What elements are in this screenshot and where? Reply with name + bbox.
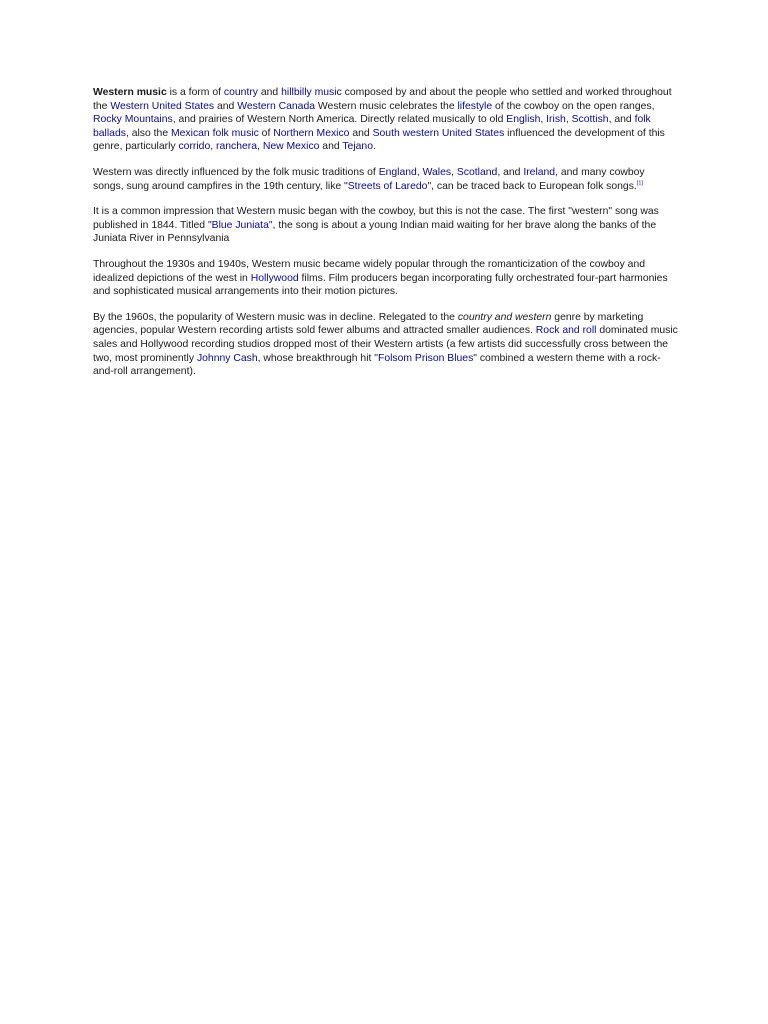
text: influenced the development of this genre, particularly bbox=[93, 127, 665, 153]
link-western-canada[interactable]: Western Canada bbox=[237, 100, 316, 112]
text: of bbox=[258, 127, 274, 139]
text: , bbox=[210, 141, 217, 153]
text: , whose breakthrough hit " bbox=[257, 352, 378, 364]
text: of the cowboy on the open ranges, bbox=[492, 100, 655, 112]
link-folsom-prison-blues[interactable]: Folsom Prison Blues bbox=[377, 352, 474, 364]
text: , bbox=[451, 166, 457, 178]
link-tejano[interactable]: Tejano bbox=[342, 141, 373, 153]
link-new-mexico[interactable]: New Mexico bbox=[262, 141, 320, 153]
text: , and bbox=[497, 166, 524, 178]
link-wales[interactable]: Wales bbox=[422, 166, 452, 178]
link-streets-of-laredo[interactable]: Streets of Laredo bbox=[347, 180, 428, 192]
text: and bbox=[257, 87, 282, 98]
italic-term: country and western bbox=[457, 311, 552, 323]
text: , bbox=[416, 166, 423, 178]
paragraph-decline bbox=[93, 311, 678, 379]
text: , and bbox=[608, 114, 635, 126]
link-rock-and-roll[interactable]: Rock and roll bbox=[535, 325, 597, 337]
text: , and prairies of Western North America. Directly related musically to old bbox=[172, 114, 507, 126]
text: films. Film producers began incorporating fully orchestrated four-part harmonies and sophisticated musical arrangements into their motion pictures. bbox=[93, 272, 668, 298]
link-western-united-states[interactable]: Western United States bbox=[110, 100, 215, 112]
text: Western music celebrates the bbox=[315, 100, 458, 112]
link-mexican-folk-music[interactable]: Mexican folk music bbox=[171, 127, 259, 139]
link-blue-juniata[interactable]: Blue Juniata bbox=[211, 219, 269, 231]
text: , also the bbox=[125, 127, 171, 139]
text: , bbox=[540, 114, 547, 126]
text: and bbox=[319, 141, 343, 153]
text: and bbox=[349, 127, 373, 139]
paragraph-intro bbox=[93, 86, 678, 154]
link-england[interactable]: England bbox=[378, 166, 417, 178]
link-rocky-mountains[interactable]: Rocky Mountains bbox=[93, 114, 173, 126]
text: , bbox=[565, 114, 572, 126]
text: . bbox=[372, 141, 376, 153]
text: ", can be traced back to European folk songs. bbox=[427, 180, 637, 192]
paragraph-influences bbox=[93, 166, 678, 193]
link-ranchera[interactable]: ranchera bbox=[216, 141, 258, 153]
link-irish[interactable]: Irish bbox=[546, 114, 566, 126]
link-corrido[interactable]: corrido bbox=[178, 141, 211, 153]
text: genre by marketing agencies, popular Western recording artists sold fewer albums and attracted smaller audiences. bbox=[93, 311, 644, 337]
text: , and many cowboy songs, sung around campfires in the 19th century, like " bbox=[93, 166, 645, 192]
link-johnny-cash[interactable]: Johnny Cash bbox=[196, 352, 258, 364]
text: composed by and about the people who settled and worked throughout the bbox=[93, 87, 672, 112]
text: , bbox=[257, 141, 263, 153]
text: and bbox=[214, 100, 238, 112]
link-hillbilly-music[interactable]: hillbilly music bbox=[281, 87, 342, 98]
paragraph-origins bbox=[93, 205, 678, 246]
link-ireland[interactable]: Ireland bbox=[523, 166, 556, 178]
link-south-western-united-states[interactable]: South western United States bbox=[372, 127, 505, 139]
article-term: Western music bbox=[93, 87, 167, 98]
link-scottish[interactable]: Scottish bbox=[571, 114, 609, 126]
link-lifestyle[interactable]: lifestyle bbox=[457, 100, 493, 112]
text: It is a common impression that Western music began with the cowboy, but this is not the case. The first "western" song was published in 1844. Titled " bbox=[93, 206, 659, 231]
link-english[interactable]: English bbox=[506, 114, 541, 126]
article-body bbox=[93, 86, 678, 391]
paragraph-popularity bbox=[93, 258, 678, 299]
link-scotland[interactable]: Scotland bbox=[456, 166, 498, 178]
text: " combined a western theme with a rock-and-roll arrangement). bbox=[93, 352, 661, 378]
link-country[interactable]: country bbox=[223, 87, 258, 98]
text: Throughout the 1930s and 1940s, Western music became widely popular through the romanticization of the cowboy and idealized depictions of the west in bbox=[93, 258, 645, 284]
text: dominated music sales and Hollywood recording studios dropped most of their Western artists (a few artists did successfully cross between the two, most prominently bbox=[93, 325, 678, 364]
text: is a form of bbox=[166, 87, 224, 98]
text: ", the song is about a young Indian maid waiting for her brave along the banks of the Juniata River in Pennsylvania bbox=[93, 219, 657, 245]
link-northern-mexico[interactable]: Northern Mexico bbox=[273, 127, 350, 139]
link-hollywood[interactable]: Hollywood bbox=[250, 272, 299, 284]
text: Western was directly influenced by the folk music traditions of bbox=[93, 166, 379, 178]
text: By the 1960s, the popularity of Western music was in decline. Relegated to the bbox=[93, 311, 458, 323]
link-folk-ballads[interactable]: folk ballads bbox=[93, 114, 651, 139]
citation-ref-1[interactable]: [1] bbox=[636, 180, 643, 187]
